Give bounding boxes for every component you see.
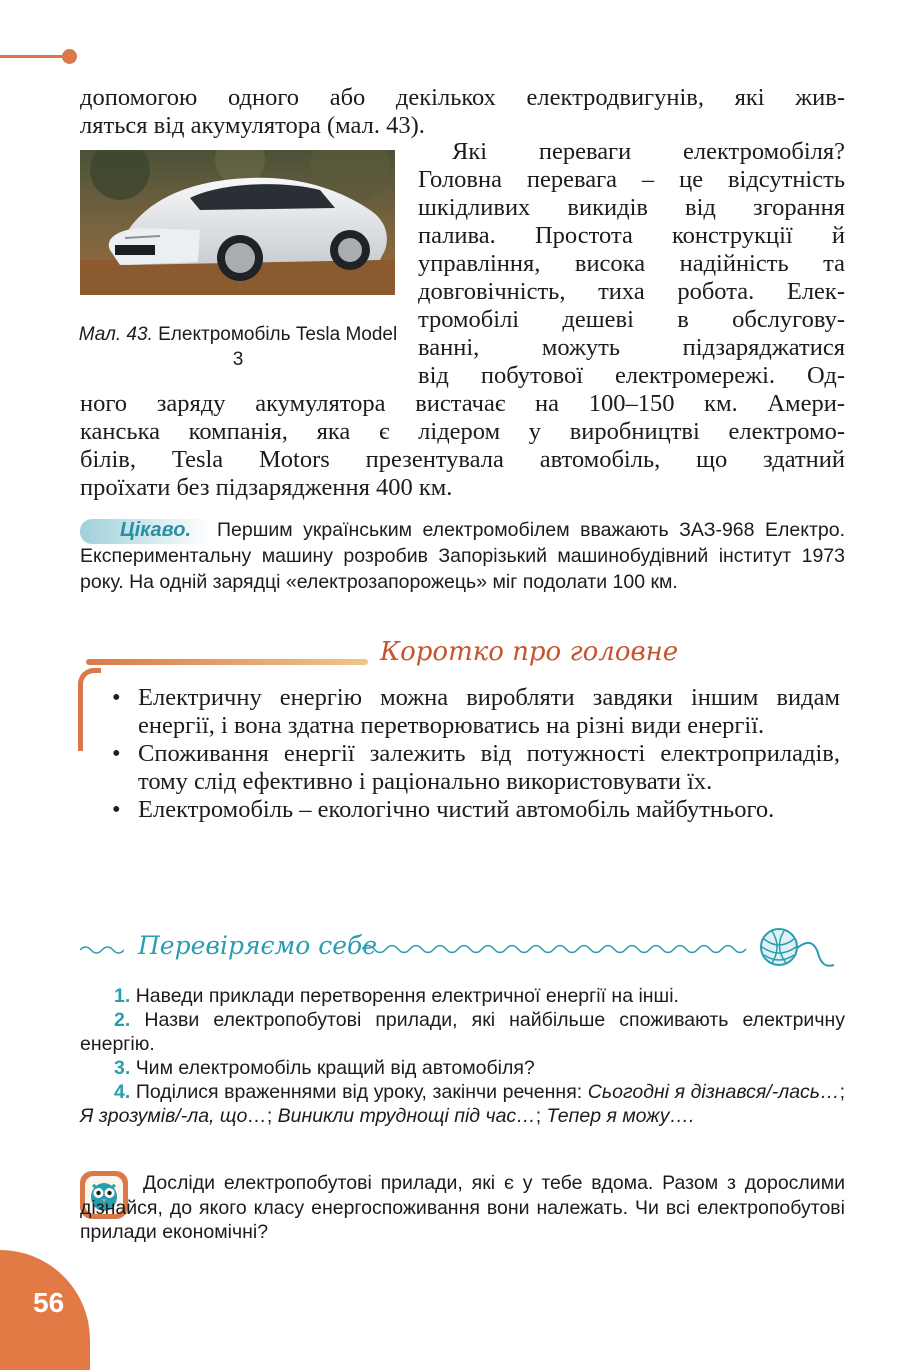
- caption-text: Електромобіль Tesla Model 3: [152, 324, 398, 370]
- tesla-photo: [80, 150, 395, 295]
- question-text: Поділися враженнями від уроку, закінчи речення:: [135, 1081, 588, 1103]
- bullet-icon: •: [112, 796, 121, 823]
- question-item: [80, 984, 845, 1008]
- text-line: Які переваги електромобіля?: [452, 138, 845, 165]
- intro-paragraph: [80, 84, 845, 140]
- wave-divider-left: [80, 944, 124, 956]
- yarn-ball-icon: [752, 925, 842, 977]
- summary-item-text: Електричну енергію можна виробляти завдяки іншим видам енергії, і вона здатна перетворюватись на різні види енергії.: [138, 684, 840, 739]
- text-line: ляться від акумулятора (мал. 43).: [80, 112, 425, 139]
- self-check-questions: [80, 984, 845, 1128]
- question-item: [80, 1056, 845, 1080]
- text-line: шкідливих викидів від згорання: [418, 194, 845, 221]
- header-rule-dot: [62, 49, 77, 64]
- sentence-starter: Виникли труднощі під час…: [277, 1105, 536, 1127]
- text-line: канська компанія, яка є лідером у виробництві електромо-: [80, 418, 845, 445]
- fact-text: Першим українським електромобілем вважають ЗАЗ-968 Електро. Експериментальну машину розробив Запорізький машинобудівний інститут 1973 року. На одній зарядці «електрозапорожець» міг подолати 100 км.: [80, 519, 845, 593]
- text-line: тромобілі дешеві в обслугову-: [418, 306, 845, 333]
- separator: ;: [839, 1081, 845, 1103]
- figure-caption: [78, 322, 398, 372]
- self-check-title: Перевіряємо себе: [138, 931, 378, 960]
- summary-item: [110, 796, 840, 824]
- text-line: управління, висока надійність та: [418, 250, 845, 277]
- question-number: 2.: [114, 1009, 131, 1031]
- question-item: [80, 1080, 845, 1128]
- summary-list: [110, 684, 840, 824]
- question-number: 1.: [114, 985, 131, 1007]
- summary-item: [110, 684, 840, 740]
- summary-item-text: Електромобіль – екологічно чистий автомобіль майбутнього.: [138, 796, 775, 823]
- text-line: палива. Простота конструкції й: [418, 222, 845, 249]
- header-rule: [0, 55, 68, 58]
- bullet-icon: •: [112, 684, 121, 711]
- sentence-starter: Я зрозумів/-ла, що…: [80, 1105, 267, 1127]
- summary-bracket: [78, 668, 101, 751]
- question-text: Назви електропобутові прилади, які найбільше споживають електричну енергію.: [80, 1009, 846, 1055]
- text-line: ного заряду акумулятора вистачає на 100–150 км. Амери-: [80, 390, 845, 417]
- interesting-fact-box: [80, 517, 845, 595]
- text-line: від побутової електромережі. Од-: [418, 362, 845, 389]
- text-line: допомогою одного або декількох електродвигунів, які жив-: [80, 84, 845, 111]
- separator: ;: [535, 1105, 547, 1127]
- bullet-icon: •: [112, 740, 121, 767]
- question-text: Наведи приклади перетворення електричної енергії на інші.: [135, 985, 679, 1007]
- wave-divider-right: [362, 942, 752, 956]
- summary-divider: [86, 659, 368, 665]
- text-line: проїхати без підзарядження 400 км.: [80, 474, 453, 501]
- research-task-text: Досліди електропобутові прилади, які є у тебе вдома. Разом з дорослими дізнайся, до якого класу енергоспоживання вони належать. Чи всі електропобутові прилади економічні?: [80, 1172, 845, 1243]
- question-number: 3.: [114, 1057, 131, 1079]
- sentence-starter: Сьогодні я дізнався/-лась…: [587, 1081, 840, 1103]
- sentence-starter: Тепер я можу….: [546, 1105, 695, 1127]
- text-line: довговічність, тиха робота. Елек-: [418, 278, 845, 305]
- body-paragraph-continued: [80, 390, 845, 502]
- question-text: Чим електромобіль кращий від автомобіля?: [135, 1057, 535, 1079]
- question-number: 4.: [114, 1081, 131, 1103]
- caption-label: Мал. 43.: [78, 324, 153, 345]
- text-line: Головна перевага – це відсутність: [418, 166, 845, 193]
- summary-title: Коротко про головне: [380, 637, 679, 667]
- page-number: 56: [33, 1287, 65, 1318]
- summary-item: [110, 740, 840, 796]
- separator: ;: [266, 1105, 278, 1127]
- body-paragraph-beside-figure: [418, 138, 845, 390]
- fact-label: Цікаво.: [120, 519, 191, 541]
- research-task: [80, 1171, 845, 1245]
- text-line: білів, Tesla Motors презентувала автомобіль, що здатний: [80, 446, 845, 473]
- summary-item-text: Споживання енергії залежить від потужності електроприладів, тому слід ефективно і раціонально використовувати їх.: [138, 740, 840, 795]
- text-line: ванні, можуть підзаряджатися: [418, 334, 845, 361]
- question-item: [80, 1008, 845, 1056]
